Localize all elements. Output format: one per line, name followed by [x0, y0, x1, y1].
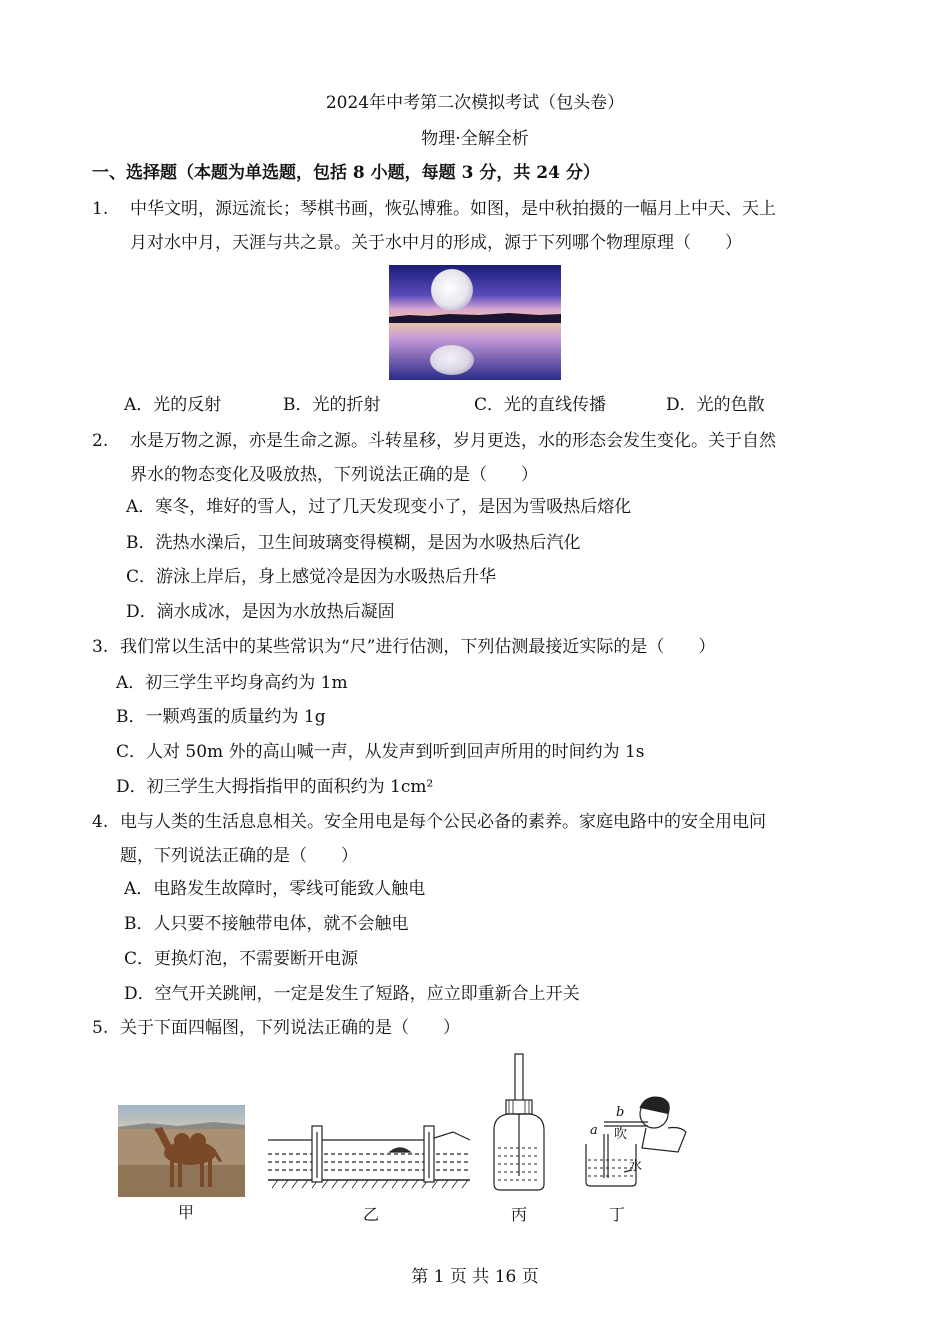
q4-number: 4. [92, 812, 109, 832]
camel-photo [118, 1105, 245, 1197]
q2-text-line1: 水是万物之源，亦是生命之源。斗转星移，岁月更迭，水的形态会发生变化。关于自然 [130, 431, 776, 451]
q4-text-line1: 电与人类的生活息息相关。安全用电是每个公民必备的素养。家庭电路中的安全用电问 [120, 812, 766, 832]
q3-text-line1: 我们常以生活中的某些常识为“尺”进行估测，下列估测最接近实际的是（ ） [120, 637, 716, 657]
q3-option-a: A．初三学生平均身高约为 1m [116, 673, 348, 693]
q2-option-c: C．游泳上岸后，身上感觉冷是因为水吸热后升华 [126, 567, 497, 587]
q4-option-b: B．人只要不接触带电体，就不会触电 [124, 914, 409, 934]
q3-option-d: D．初三学生大拇指指甲的面积约为 1cm² [116, 777, 434, 797]
caption-bing: 丙 [510, 1205, 527, 1224]
q3-option-b: B．一颗鸡蛋的质量约为 1g [116, 707, 326, 727]
caption-yi: 乙 [362, 1205, 379, 1224]
q2-option-d: D．滴水成冰，是因为水放热后凝固 [126, 602, 395, 622]
q4-option-a: A．电路发生故障时，零线可能致人触电 [124, 879, 426, 899]
bottle-tube-diagram [488, 1052, 550, 1192]
q1-number: 1. [92, 199, 109, 219]
q4-text-line2: 题，下列说法正确的是（ ） [120, 846, 358, 866]
q1-option-a: A．光的反射 [124, 395, 222, 415]
q1-text-line1: 中华文明，源远流长；琴棋书画，恢弘博雅。如图，是中秋拍摄的一幅月上中天、天上 [130, 199, 776, 219]
q2-option-a: A．寒冬，堆好的雪人，过了几天发现变小了，是因为雪吸热后熔化 [126, 497, 632, 517]
q4-option-c: C．更换灯泡，不需要断开电源 [124, 949, 359, 969]
q1-option-b: B．光的折射 [283, 395, 381, 415]
section-heading: 一、选择题（本题为单选题，包括 8 小题，每题 3 分，共 24 分） [92, 163, 600, 183]
q5-text-line1: 关于下面四幅图，下列说法正确的是（ ） [120, 1018, 460, 1038]
q1-option-c: C．光的直线传播 [474, 395, 607, 415]
q1-option-d: D．光的色散 [666, 395, 765, 415]
q3-option-c: C．人对 50m 外的高山喊一声，从发声到听到回声所用的时间约为 1s [116, 742, 645, 762]
caption-jia: 甲 [177, 1203, 194, 1222]
label-a: a [590, 1123, 598, 1138]
q3-number: 3. [92, 637, 109, 657]
label-b: b [616, 1105, 625, 1120]
q4-option-d: D．空气开关跳闸，一定是发生了短路，应立即重新合上开关 [124, 984, 580, 1004]
ground-tubes-diagram [268, 1122, 470, 1192]
q1-text-line2: 月对水中月，天涯与共之景。关于水中月的形成，源于下列哪个物理原理（ ） [130, 233, 742, 253]
q2-text-line2: 界水的物态变化及吸放热，下列说法正确的是（ ） [130, 465, 538, 485]
caption-ding: 丁 [608, 1205, 625, 1224]
page-footer: 第 1 页 共 16 页 [411, 1267, 539, 1287]
q2-number: 2. [92, 431, 109, 451]
document-title: 2024年中考第二次模拟考试（包头卷） [325, 93, 625, 113]
moon-reflection-photo [389, 265, 561, 380]
document-subtitle: 物理·全解全析 [421, 129, 529, 149]
q5-number: 5. [92, 1018, 109, 1038]
label-water: 水 [629, 1159, 643, 1174]
q2-option-b: B．洗热水澡后，卫生间玻璃变得模糊，是因为水吸热后汽化 [126, 533, 581, 553]
label-blow: 吹 [614, 1127, 628, 1142]
